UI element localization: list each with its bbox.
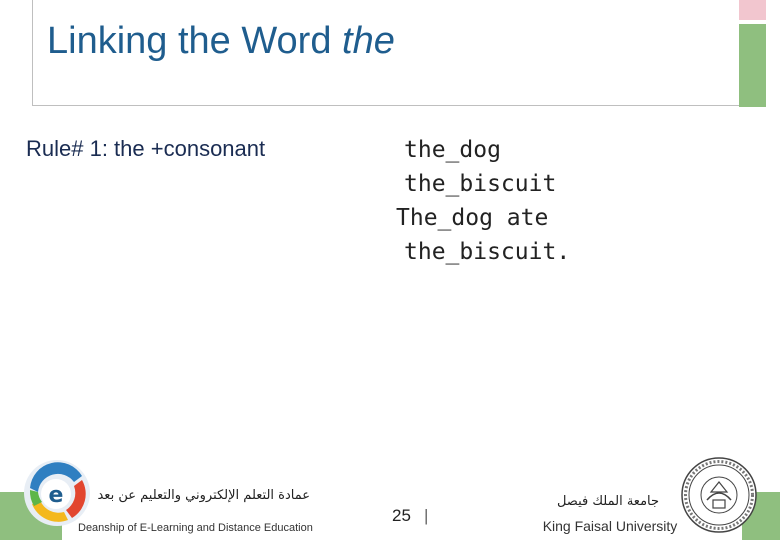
example-line: The_dog ate xyxy=(396,205,549,231)
university-arabic: جامعة الملك فيصل xyxy=(556,494,660,509)
university-english: King Faisal University xyxy=(542,518,678,534)
examples-list xyxy=(396,133,570,269)
title-divider xyxy=(32,105,739,106)
corner-accent-green xyxy=(739,24,766,107)
deanship-arabic: عمادة التعلم الإلكتروني والتعليم عن بعد xyxy=(97,488,310,503)
corner-accent-pink xyxy=(739,0,766,20)
elearning-globe-logo-icon xyxy=(22,458,92,528)
example-line: the_biscuit xyxy=(404,171,557,197)
page-separator: | xyxy=(424,506,429,525)
slide-title: Linking the Word the xyxy=(47,20,395,62)
example-line: the_dog xyxy=(404,137,501,163)
svg-text:e: e xyxy=(48,483,64,508)
title-divider-vertical xyxy=(32,0,33,106)
page-number: 25 xyxy=(392,506,411,525)
rule-text: Rule# 1: the +consonant xyxy=(26,136,266,161)
university-seal-icon xyxy=(680,456,758,534)
example-line: the_biscuit. xyxy=(404,239,571,265)
deanship-english: Deanship of E-Learning and Distance Education xyxy=(78,522,313,534)
